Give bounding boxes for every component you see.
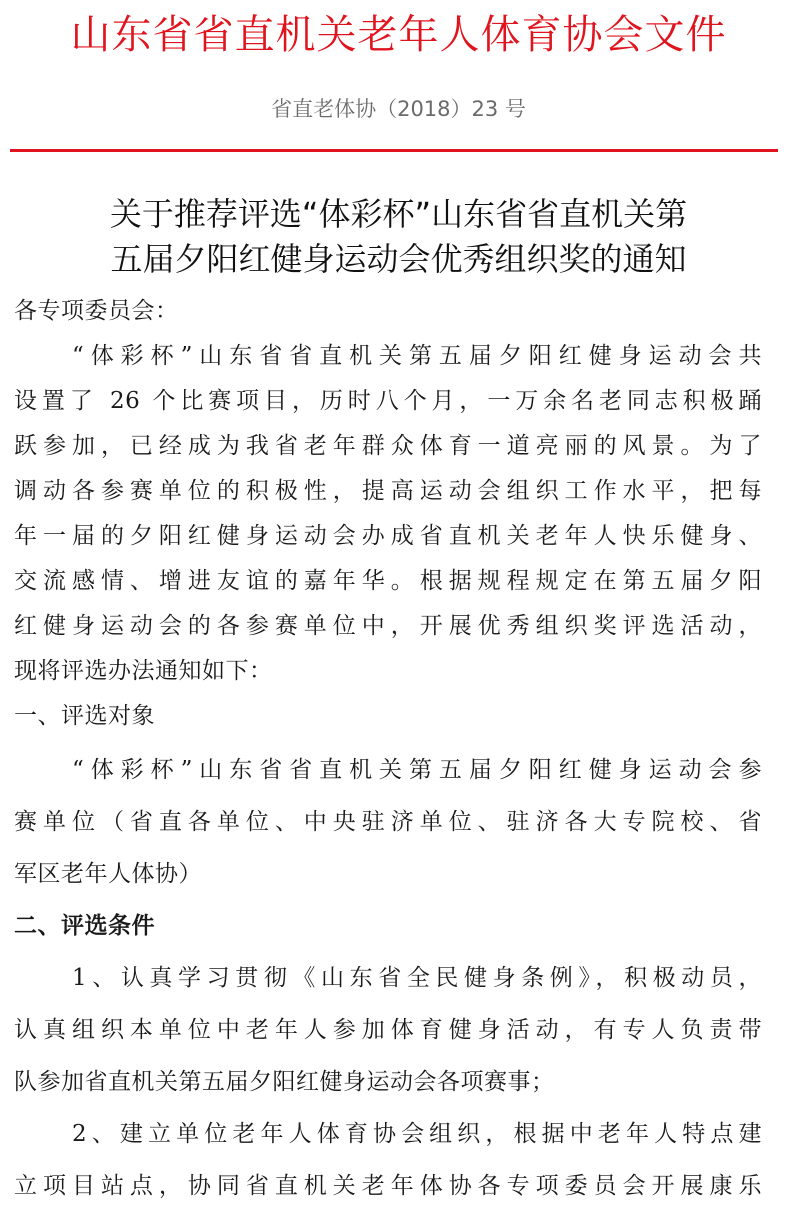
section1-paragraph: [14, 744, 762, 900]
condition2-line: 立项目站点，协同省直机关老年体协各专项委员会开展康乐: [14, 1173, 762, 1199]
org-title: 山东省省直机关老年人体育协会文件: [70, 12, 727, 58]
condition1-line: 认真组织本单位中老年人参加体育健身活动，有专人负责带: [14, 1017, 762, 1043]
intro-line: 红健身运动会的各参赛单位中，开展优秀组织奖评选活动，: [14, 613, 762, 639]
section1-line: 赛单位（省直各单位、中央驻济单位、驻济各大专院校、省: [14, 809, 762, 835]
intro-line: 年一届的夕阳红健身运动会办成省直机关老年人快乐健身、: [14, 523, 762, 549]
condition1-line: 1、认真学习贯彻《山东省全民健身条例》，积极动员，: [72, 965, 762, 991]
intro-line: 设置了 26 个比赛项目，历时八个月，一万余名老同志积极踊: [14, 388, 762, 414]
red-divider: [10, 149, 778, 152]
document-body-upper: [14, 289, 762, 739]
intro-line: 调动各参赛单位的积极性，提高运动会组织工作水平，把每: [14, 478, 762, 504]
condition2-line: 2、建立单位老年人体育协会组织，根据中老年人特点建: [72, 1121, 762, 1147]
condition1-line: 队参加省直机关第五届夕阳红健身运动会各项赛事；: [14, 1069, 555, 1095]
intro-paragraph: [14, 334, 762, 694]
salutation: 各专项委员会：: [14, 298, 179, 324]
intro-line: 跃参加，已经成为我省老年群众体育一道亮丽的风景。为了: [14, 433, 762, 459]
condition-2: [14, 1108, 762, 1212]
notice-title: [0, 192, 797, 282]
intro-line: 现将评选办法通知如下：: [14, 658, 273, 684]
doc-number: 省直老体协（2018）23 号: [271, 97, 526, 121]
notice-title-line-2: 五届夕阳红健身运动会优秀组织奖的通知: [110, 240, 687, 278]
intro-line: 交流感情、增进友谊的嘉年华。根据规程规定在第五届夕阳: [14, 568, 762, 594]
document-body-lower: [14, 744, 762, 1212]
section1-line: 军区老年人体协）: [14, 861, 202, 887]
section1-line: “体彩杯”山东省省直机关第五届夕阳红健身运动会参: [72, 757, 762, 783]
section-heading-targets: 一、评选对象: [14, 703, 155, 729]
condition-1: [14, 952, 762, 1108]
section-heading-conditions: 二、评选条件: [14, 912, 155, 939]
notice-title-line-1: 关于推荐评选“体彩杯”山东省省直机关第: [109, 195, 688, 233]
intro-line: “体彩杯”山东省省直机关第五届夕阳红健身运动会共: [72, 343, 762, 369]
